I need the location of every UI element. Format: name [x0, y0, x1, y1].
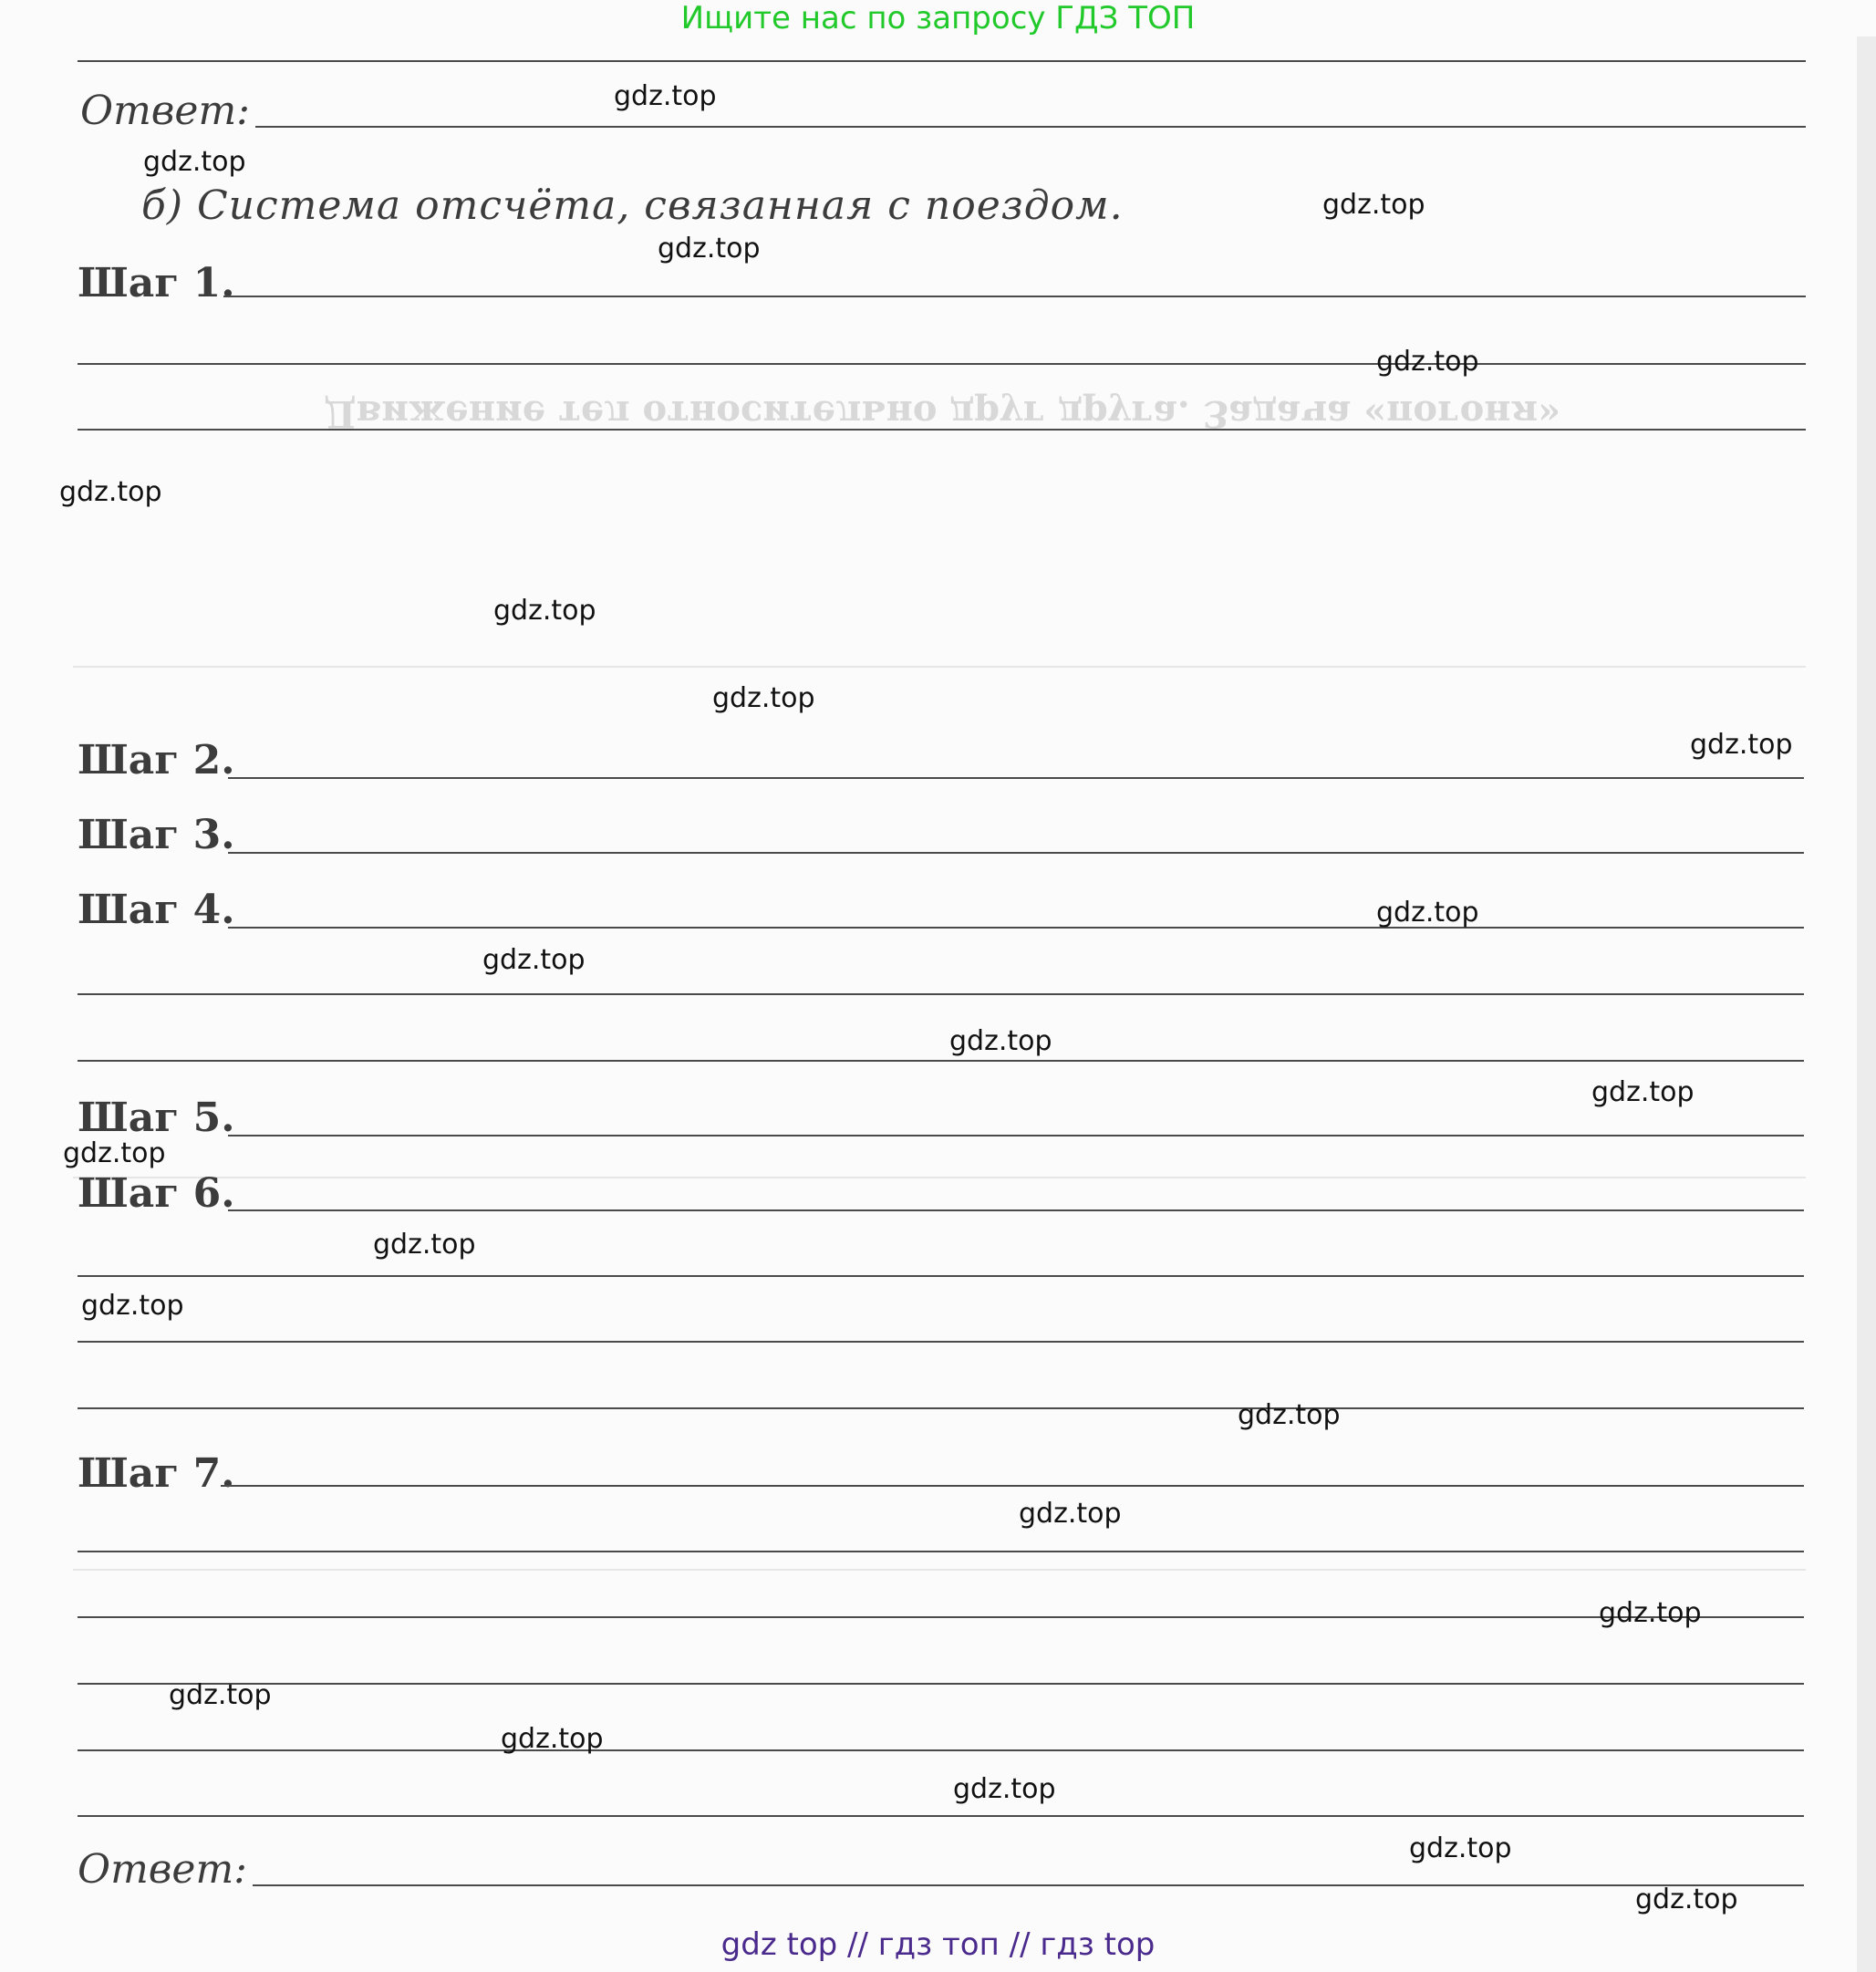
watermark: gdz.top: [949, 1025, 1052, 1057]
watermark: gdz.top: [493, 595, 596, 627]
watermark: gdz.top: [1635, 1884, 1738, 1915]
watermark: gdz.top: [1322, 189, 1425, 221]
writing-line[interactable]: [78, 993, 1804, 995]
watermark: gdz.top: [1591, 1076, 1695, 1108]
watermark: gdz.top: [373, 1229, 476, 1261]
watermark: gdz.top: [1409, 1832, 1512, 1864]
show-through-heading: Движение тел относительно друг друга. Задача «погоня»: [324, 392, 1561, 435]
watermark: gdz.top: [658, 233, 761, 265]
writing-line[interactable]: [78, 1616, 1804, 1618]
writing-line[interactable]: [78, 1407, 1804, 1409]
writing-line[interactable]: [78, 1341, 1804, 1343]
writing-line: [78, 60, 1806, 62]
watermark: gdz.top: [143, 146, 246, 178]
watermark: gdz.top: [501, 1723, 604, 1755]
step-3-line[interactable]: [228, 852, 1804, 854]
step-2-line[interactable]: [228, 777, 1804, 779]
step-7-label: Шаг 7.: [78, 1450, 235, 1497]
watermark: gdz.top: [1019, 1498, 1122, 1530]
step-3-label: Шаг 3.: [78, 812, 235, 858]
step-6-label: Шаг 6.: [78, 1170, 235, 1217]
watermark: gdz.top: [1376, 346, 1479, 378]
writing-line[interactable]: [78, 1683, 1804, 1685]
watermark: gdz.top: [614, 80, 717, 112]
step-5-line[interactable]: [228, 1135, 1804, 1136]
writing-line[interactable]: [78, 1551, 1804, 1552]
step-5-label: Шаг 5.: [78, 1095, 235, 1141]
watermark: gdz.top: [81, 1290, 184, 1322]
watermark: gdz.top: [953, 1773, 1056, 1805]
step-7-line[interactable]: [221, 1485, 1804, 1487]
show-through-line: [73, 1569, 1806, 1571]
step-1-line[interactable]: [223, 296, 1806, 297]
show-through-line: [73, 1177, 1806, 1178]
watermark: gdz.top: [1690, 729, 1793, 761]
watermark: gdz.top: [1376, 897, 1479, 929]
answer-line[interactable]: [253, 1884, 1804, 1886]
watermark: gdz.top: [1599, 1597, 1702, 1629]
writing-line[interactable]: [78, 1815, 1804, 1817]
watermark: gdz.top: [712, 682, 815, 714]
watermark: gdz.top: [1238, 1399, 1341, 1431]
writing-line[interactable]: [78, 363, 1806, 365]
watermark: gdz.top: [63, 1137, 166, 1169]
section-subtitle: б) Система отсчёта, связанная с поездом.: [141, 182, 1124, 229]
watermark: gdz.top: [169, 1679, 272, 1711]
answer-label: Ответ:: [78, 1846, 247, 1893]
step-2-label: Шаг 2.: [78, 737, 235, 784]
step-1-label: Шаг 1.: [78, 260, 235, 306]
writing-line[interactable]: [78, 429, 1806, 431]
watermark: gdz.top: [59, 476, 162, 508]
answer-label: Ответ:: [80, 88, 250, 134]
writing-line[interactable]: [78, 1275, 1804, 1277]
page-edge: [1857, 36, 1876, 1972]
top-banner: Ищите нас по запросу ГДЗ ТОП: [680, 0, 1196, 36]
step-4-line[interactable]: [228, 927, 1804, 929]
step-4-label: Шаг 4.: [78, 887, 235, 933]
show-through-line: [73, 666, 1806, 668]
answer-line[interactable]: [255, 126, 1806, 128]
bottom-banner: gdz top // гдз топ // гдз top: [720, 1926, 1156, 1963]
writing-line[interactable]: [78, 1749, 1804, 1751]
watermark: gdz.top: [482, 944, 586, 976]
step-6-line[interactable]: [228, 1209, 1804, 1211]
writing-line[interactable]: [78, 1060, 1804, 1062]
